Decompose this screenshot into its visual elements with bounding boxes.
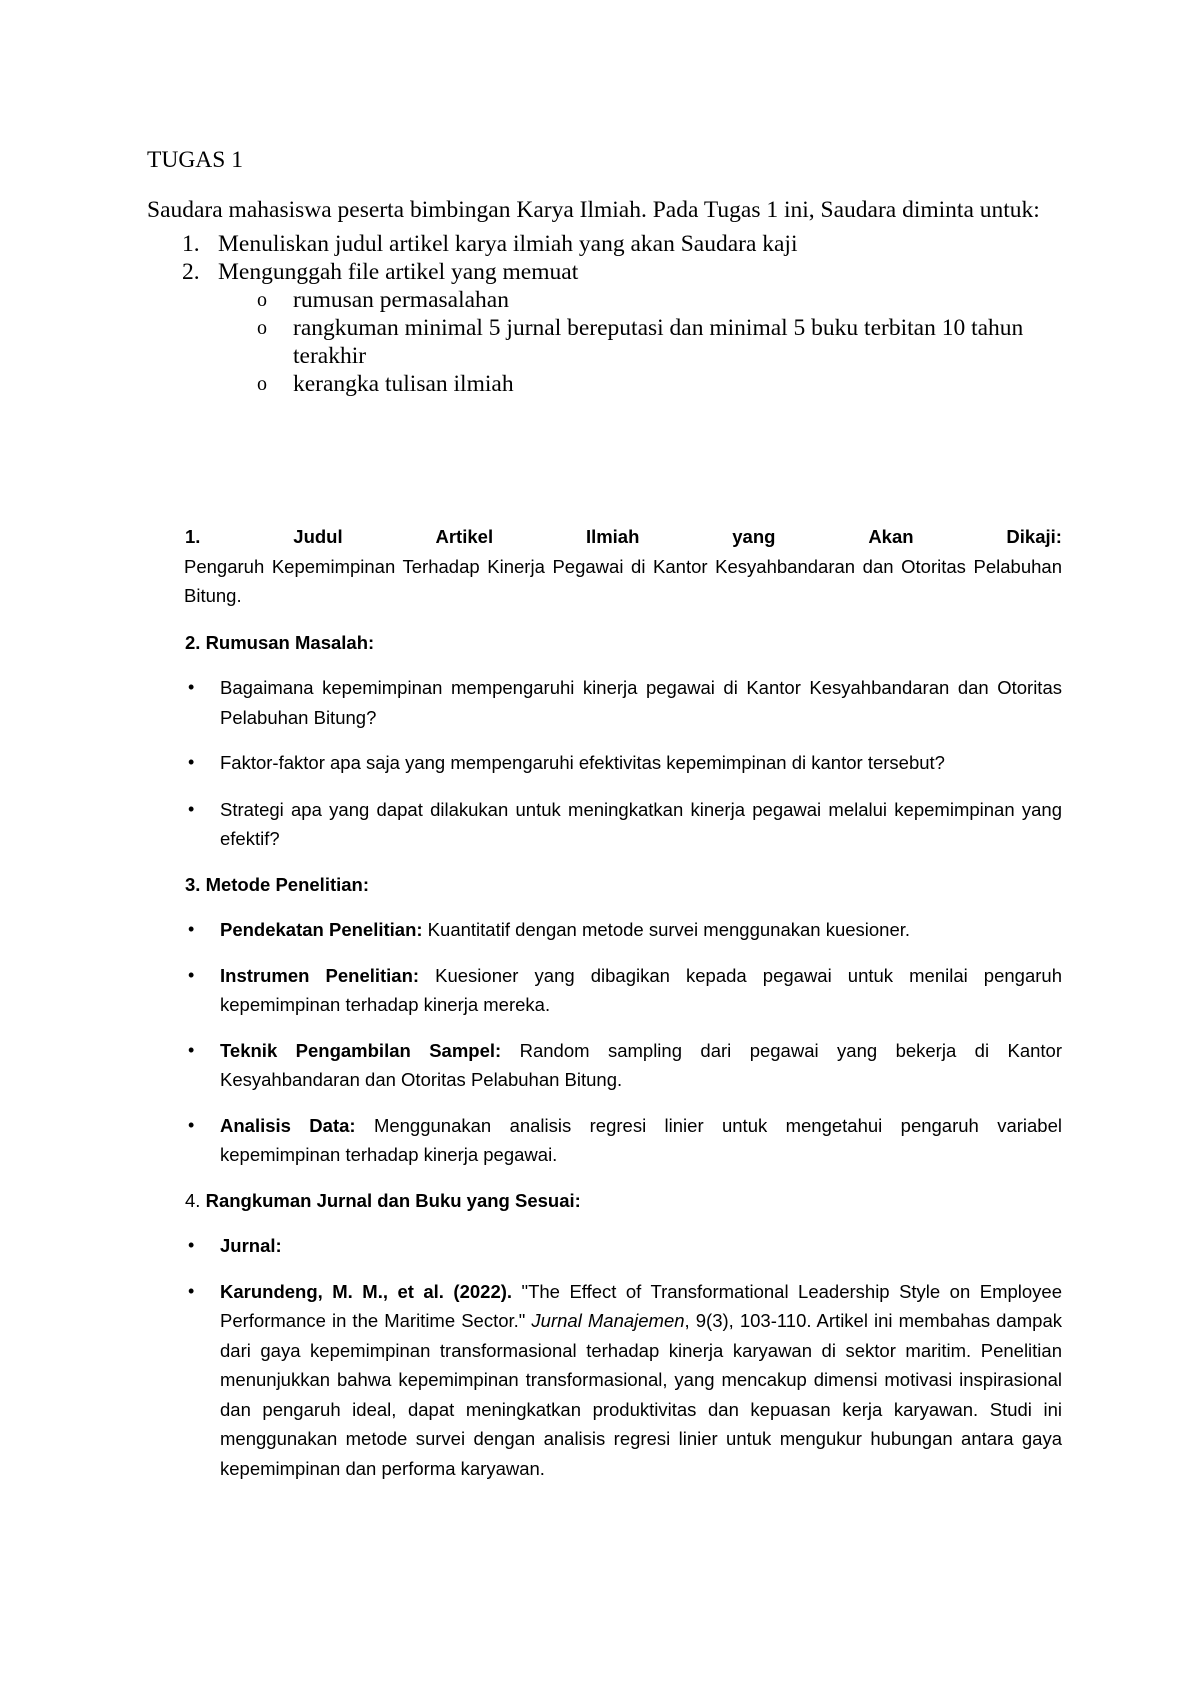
sublist-item <box>147 286 1062 314</box>
bullet-icon: • <box>188 1280 195 1301</box>
list-number: 2. <box>182 259 200 285</box>
task-sublist <box>147 286 1062 398</box>
circle-bullet-icon: o <box>257 373 267 395</box>
reference-authors: Karundeng, M. M., et al. (2022). <box>220 1280 513 1302</box>
reference-journal: Jurnal Manajemen <box>531 1310 685 1331</box>
sublist-item-text: kerangka tulisan ilmiah <box>293 371 514 397</box>
circle-bullet-icon: o <box>257 317 267 339</box>
section1-heading <box>185 522 1062 552</box>
heading-word: 1. <box>185 526 201 547</box>
task-intro: Saudara mahasiswa peserta bimbingan Karya Ilmiah. Pada Tugas 1 ini, Saudara diminta untuk: <box>147 197 1040 223</box>
method-label: Teknik Pengambilan Sampel: <box>220 1039 502 1061</box>
list-item-text: Menuliskan judul artikel karya ilmiah yang akan Saudara kaji <box>218 231 798 257</box>
task-title: TUGAS 1 <box>147 147 243 173</box>
jurnal-label: Jurnal: <box>220 1235 282 1256</box>
list-item-text: Strategi apa yang dapat dilakukan untuk meningkatkan kinerja pegawai melalui kepemimpinan yang efektif? <box>220 798 1062 849</box>
bullet-icon: • <box>188 752 195 772</box>
section2-heading: 2. Rumusan Masalah: <box>185 631 375 653</box>
method-label: Analisis Data: <box>220 1114 356 1136</box>
method-label: Pendekatan Penelitian: <box>220 919 423 940</box>
heading-word: Artikel <box>435 526 494 547</box>
list-item-text: Bagaimana kepemimpinan mempengaruhi kinerja pegawai di Kantor Kesyahbandaran dan Otoritas Pelabuhan Bitung? <box>220 677 1062 728</box>
bullet-icon: • <box>188 1235 195 1255</box>
list-item <box>185 1231 1062 1261</box>
section4-heading-text: Rangkuman Jurnal dan Buku yang Sesuai: <box>200 1189 581 1211</box>
method-label: Instrumen Penelitian: <box>220 964 420 986</box>
list-item <box>185 673 1062 732</box>
heading-word: Dikaji: <box>1006 526 1062 547</box>
bullet-icon: • <box>188 964 195 985</box>
method-text: Kuantitatif dengan metode survei menggunakan kuesioner. <box>422 919 911 940</box>
list-item-text: Mengunggah file artikel yang memuat <box>218 259 579 285</box>
reference-item <box>185 1277 1062 1484</box>
sublist-item-text: rumusan permasalahan <box>293 287 509 313</box>
sublist-item-text: rangkuman minimal 5 jurnal bereputasi dan minimal 5 buku terbitan 10 tahun terakhir <box>293 315 1024 369</box>
method-text: Kuesioner yang dibagikan kepada pegawai untuk menilai pengaruh kepemimpinan terhadap kinerja mereka. <box>220 964 1062 1015</box>
list-item <box>147 230 1062 258</box>
bullet-icon: • <box>188 1114 195 1135</box>
list-item <box>185 1036 1062 1095</box>
bullet-icon: • <box>188 677 195 697</box>
section4-number: 4. <box>185 1189 201 1211</box>
method-text: Random sampling dari pegawai yang bekerja di Kantor Kesyahbandaran dan Otoritas Pelabuhan Bitung. <box>220 1039 1062 1090</box>
problem-list <box>185 673 1062 854</box>
reference-list <box>185 1231 1062 1483</box>
heading-word: yang <box>732 526 776 547</box>
article-body <box>185 522 1062 1483</box>
section4-heading <box>185 1186 1062 1216</box>
heading-word: Judul <box>293 526 343 547</box>
method-list <box>185 915 1062 1170</box>
method-text: Menggunakan analisis regresi linier untuk mengetahui pengaruh variabel kepemimpinan terhadap kinerja pegawai. <box>220 1114 1062 1165</box>
heading-word: Ilmiah <box>585 526 640 547</box>
list-item <box>147 258 1062 286</box>
sublist-item <box>147 314 1062 370</box>
list-item <box>185 748 1062 778</box>
list-item <box>185 915 1062 945</box>
article-title-text: Pengaruh Kepemimpinan Terhadap Kinerja Pegawai di Kantor Kesyahbandaran dan Otoritas Pelabuhan Bitung. <box>184 555 1062 606</box>
task-list <box>147 230 1062 286</box>
bullet-icon: • <box>188 1039 195 1060</box>
list-item-text: Faktor-faktor apa saja yang mempengaruhi efektivitas kepemimpinan di kantor tersebut? <box>220 752 945 773</box>
circle-bullet-icon: o <box>257 289 267 311</box>
list-item <box>185 961 1062 1020</box>
list-item <box>185 1111 1062 1170</box>
list-number: 1. <box>182 231 200 257</box>
bullet-icon: • <box>188 919 195 939</box>
reference-title: "The Effect of Transformational Leadership Style on Employee Performance in the Maritime Sector." <box>220 1280 1062 1331</box>
reference-details: , 9(3), 103-110. Artikel ini membahas dampak dari gaya kepemimpinan transformasional terhadap kinerja karyawan di sektor maritim. Penelitian menunjukkan bahwa kepemimpinan transformasional, yang mencakup dimensi motivasi inspirasional dan pengaruh ideal, dapat meningkatkan produktivitas dan kepuasan kerja karyawan. Studi ini menggunakan metode survei dengan analisis regresi linier untuk mengukur hubungan antara gaya kepemimpinan dan performa karyawan. <box>220 1310 1062 1479</box>
bullet-icon: • <box>188 798 195 819</box>
sublist-item <box>147 370 1062 398</box>
list-item <box>185 795 1062 854</box>
section3-heading: 3. Metode Penelitian: <box>185 873 370 895</box>
task-instructions <box>147 146 1062 398</box>
heading-word: Akan <box>868 526 914 547</box>
